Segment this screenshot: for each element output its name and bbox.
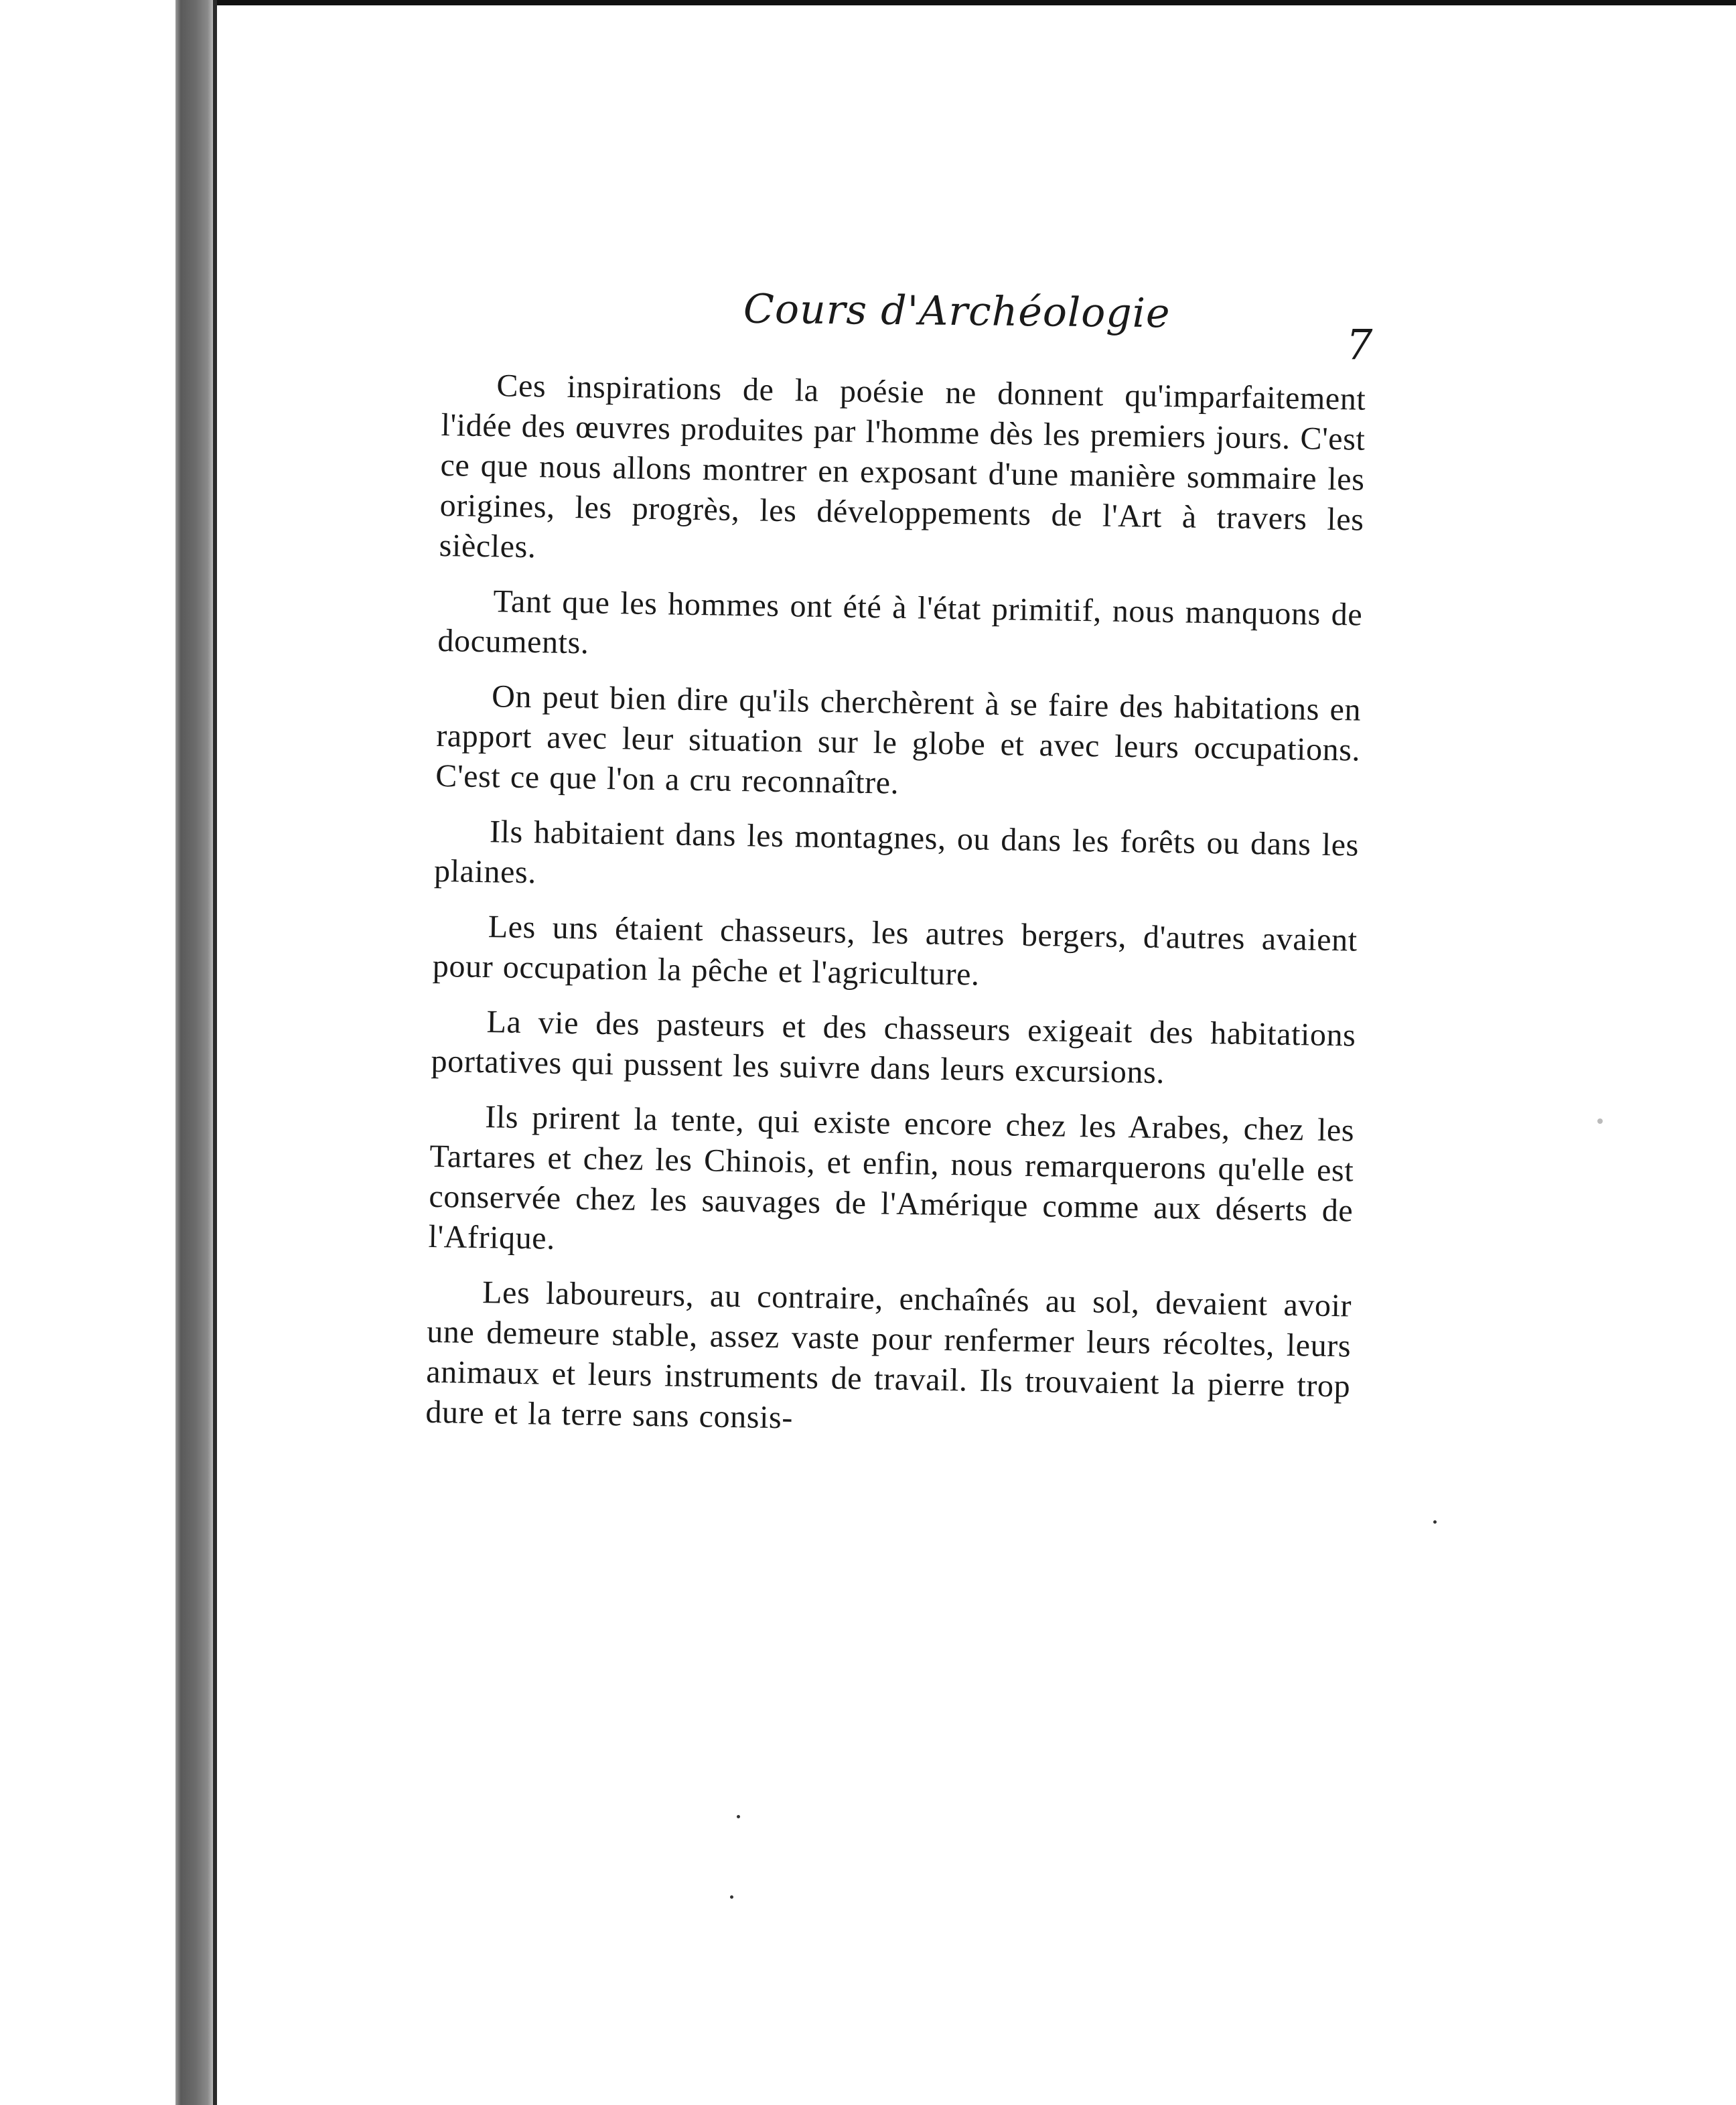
body-text: [425, 365, 1366, 1461]
paragraph: On peut bien dire qu'ils cherchèrent à se faire des habitations en rapport avec leur situation sur le globe et avec leurs occupations. C'est ce que l'on a cru reconnaître.: [435, 678, 1362, 801]
paragraph: Tant que les hommes ont été à l'état primitif, nous manquons de documents.: [437, 583, 1363, 661]
running-title: Cours d'Archéologie: [743, 285, 1171, 338]
paragraph: La vie des pasteurs et des chasseurs exigeait des habitations portatives qui pussent les suivre dans leurs excursions.: [431, 1004, 1356, 1091]
page-number: 7: [1346, 320, 1373, 369]
scan-speck: [730, 1895, 733, 1899]
scan-speck: [1433, 1520, 1437, 1524]
scan-speck: [737, 1815, 740, 1818]
scan-speck: [1597, 1118, 1603, 1124]
paragraph: Les laboureurs, au contraire, enchaînés au sol, devaient avoir une demeure stable, assez vaste pour renfermer leurs récoltes, leurs animaux et leurs instruments de travail. Ils trouvaient la pierre trop dure et la terre sans consis-: [425, 1275, 1352, 1436]
book-spine-shadow: [175, 0, 216, 2105]
page-top-edge: [201, 0, 1736, 5]
paragraph: Les uns étaient chasseurs, les autres bergers, d'autres avaient pour occupation la pêche et l'agriculture.: [432, 909, 1358, 993]
paragraph: Ces inspirations de la poésie ne donnent qu'imparfaitement l'idée des œuvres produites par l'homme dès les premiers jours. C'est ce que nous allons montrer en exposant d'une manière sommaire les origines, les progrès, les développements de l'Art à travers les siècles.: [439, 368, 1366, 565]
paragraph: Ils prirent la tente, qui existe encore chez les Arabes, chez les Tartares et chez les Chinois, et enfin, nous remarquerons qu'elle est conservée chez les sauvages de l'Amérique comme aux déserts de l'Afrique.: [428, 1099, 1355, 1256]
page-left-edge: [213, 0, 217, 2105]
paragraph: Ils habitaient dans les montagnes, ou dans les forêts ou dans les plaines.: [433, 814, 1360, 891]
